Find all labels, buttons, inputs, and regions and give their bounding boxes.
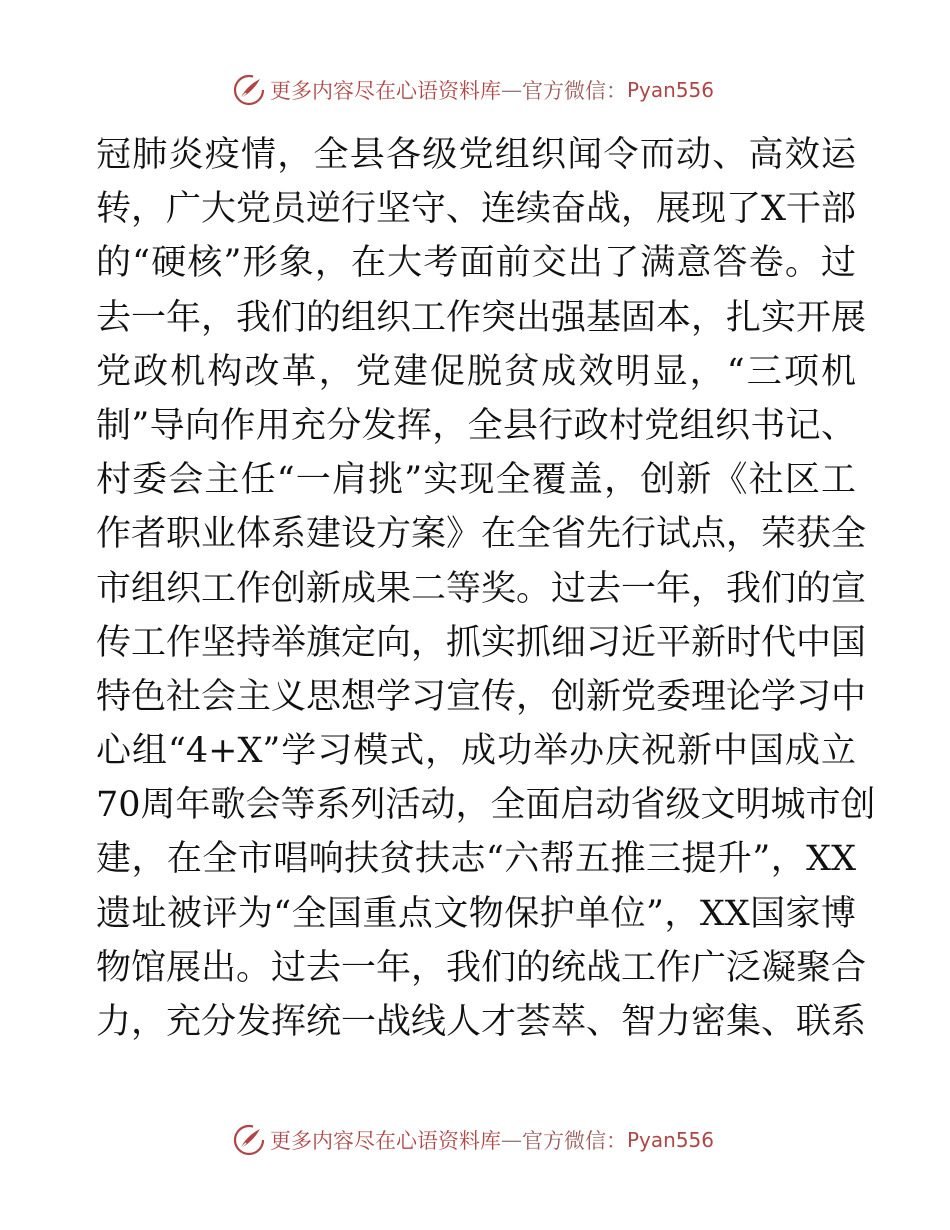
- header-wechat-label: 官方微信：: [522, 79, 627, 103]
- footer-wechat-id: Pyan556: [627, 1128, 715, 1152]
- text-line: 70周年歌会等系列活动，全面启动省级文明城市创: [96, 785, 876, 826]
- text-line: 作者职业体系建设方案》在全省先行试点，荣获全: [96, 514, 867, 555]
- text-line: 力，充分发挥统一战线人才荟萃、智力密集、联系: [96, 1002, 867, 1042]
- body-paragraph: [96, 128, 876, 1049]
- footer-banner: [232, 1120, 714, 1160]
- text-line: 村委会主任“一肩挑”实现全覆盖，创新《社区工: [96, 460, 856, 501]
- footer-separator: —: [501, 1128, 522, 1152]
- header-wechat-id: Pyan556: [627, 78, 715, 102]
- text-line: 特色社会主义思想学习宣传，创新党委理论学习中: [96, 676, 867, 717]
- text-line: 去一年，我们的组织工作突出强基固本，扎实开展: [96, 297, 867, 338]
- text-line: 市组织工作创新成果二等奖。过去一年，我们的宣: [96, 568, 867, 609]
- text-line: 建，在全市唱响扶贫扶志“六帮五推三提升”，XX: [96, 839, 856, 880]
- text-line: 转，广大党员逆行坚守、连续奋战，展现了X干部: [96, 189, 856, 230]
- text-line: 遗址被评为“全国重点文物保护单位”，XX国家博: [96, 893, 856, 934]
- text-line: 心组“4+X”学习模式，成功举办庆祝新中国成立: [96, 731, 856, 772]
- header-separator: —: [501, 78, 522, 102]
- text-line: 制”导向作用充分发挥，全县行政村党组织书记、: [96, 405, 856, 446]
- header-brand-text: 更多内容尽在心语资料库: [270, 79, 501, 103]
- text-line: 的“硬核”形象，在大考面前交出了满意答卷。过: [96, 243, 856, 284]
- footer-wechat-label: 官方微信：: [522, 1129, 627, 1153]
- header-banner: [232, 70, 714, 110]
- text-line: 冠肺炎疫情，全县各级党组织闻令而动、高效运: [96, 135, 856, 175]
- quill-logo-icon: [232, 73, 266, 107]
- quill-logo-icon: [232, 1123, 266, 1157]
- text-line: 物馆展出。过去一年，我们的统战工作广泛凝聚合: [96, 947, 867, 988]
- footer-brand-text: 更多内容尽在心语资料库: [270, 1129, 501, 1153]
- text-line: 传工作坚持举旗定向，抓实抓细习近平新时代中国: [96, 622, 867, 663]
- text-line: 党政机构改革，党建促脱贫成效明显，“三项机: [96, 351, 856, 392]
